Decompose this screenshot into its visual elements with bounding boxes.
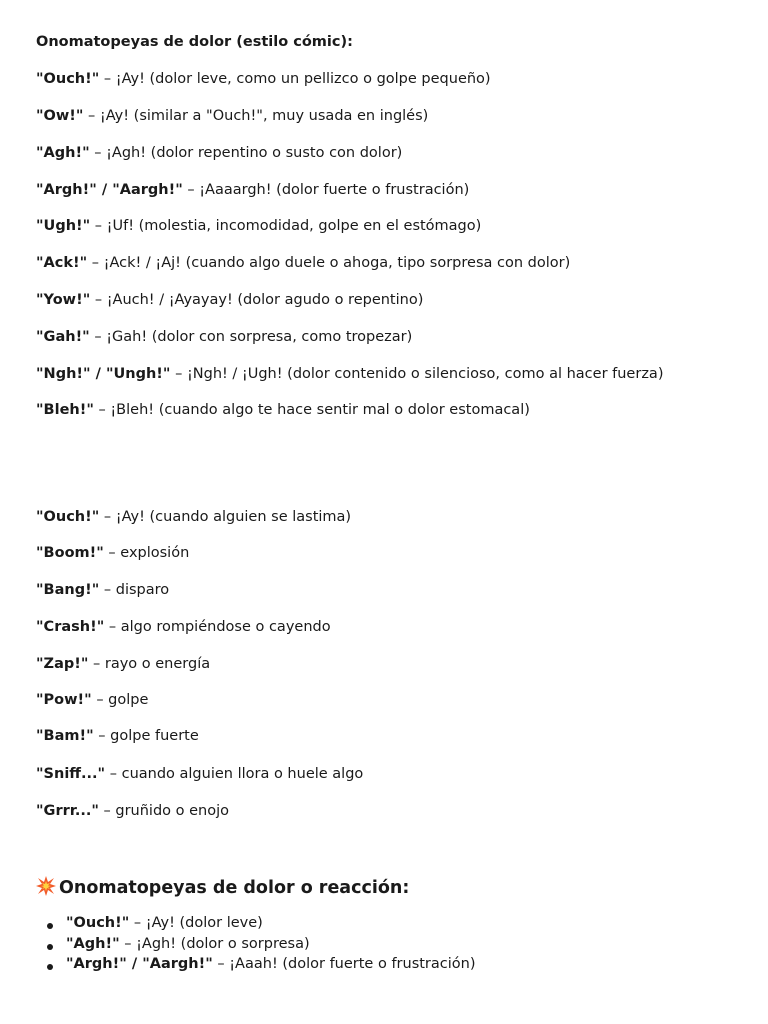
bullet-dot (47, 964, 53, 970)
onomatopoeia-term: "Argh!" / "Aargh!" (66, 956, 213, 972)
onomatopoeia-term: "Grrr..." (36, 803, 99, 819)
onomatopoeia-term: "Ow!" (36, 108, 84, 124)
onomatopoeia-description: – ¡Aaah! (dolor fuerte o frustración) (212, 956, 476, 972)
list2-item (36, 545, 189, 561)
list2-item (36, 728, 199, 744)
onomatopoeia-term: "Boom!" (36, 545, 104, 561)
onomatopoeia-term: "Ouch!" (36, 509, 100, 525)
onomatopoeia-term: "Bleh!" (36, 402, 94, 418)
onomatopoeia-description: – ¡Uf! (molestia, incomodidad, golpe en el estómago) (90, 218, 482, 234)
list2-item (36, 766, 363, 782)
bullet-item (66, 915, 263, 931)
onomatopoeia-description: – gruñido o enojo (98, 803, 230, 819)
onomatopoeia-term: "Crash!" (36, 619, 105, 635)
onomatopoeia-term: "Pow!" (36, 692, 92, 708)
onomatopoeia-term: "Ack!" (36, 255, 88, 271)
list1-item (36, 218, 481, 234)
section-heading-pain-comic: Onomatopeyas de dolor (estilo cómic): (36, 34, 353, 50)
list1-item (36, 366, 663, 382)
onomatopoeia-description: – ¡Bleh! (cuando algo te hace sentir mal o dolor estomacal) (93, 402, 530, 418)
bullet-dot (47, 944, 53, 950)
onomatopoeia-description: – golpe fuerte (93, 728, 199, 744)
list1-item (36, 255, 570, 271)
list1-item (36, 108, 428, 124)
list1-item (36, 329, 412, 345)
onomatopoeia-term: "Ouch!" (66, 915, 130, 931)
list2-item (36, 619, 331, 635)
onomatopoeia-term: "Ugh!" (36, 218, 91, 234)
list2-item (36, 692, 148, 708)
list1-item (36, 402, 530, 418)
list1-item (36, 182, 469, 198)
onomatopoeia-description: – ¡Ay! (dolor leve, como un pellizco o golpe pequeño) (99, 71, 491, 87)
bullet-item (66, 936, 310, 952)
onomatopoeia-description: – ¡Ay! (similar a "Ouch!", muy usada en inglés) (83, 108, 429, 124)
onomatopoeia-description: – ¡Aaaargh! (dolor fuerte o frustración) (182, 182, 470, 198)
list1-item (36, 292, 423, 308)
onomatopoeia-term: "Bang!" (36, 582, 100, 598)
onomatopoeia-description: – explosión (103, 545, 190, 561)
list2-item (36, 582, 169, 598)
onomatopoeia-description: – ¡Ngh! / ¡Ugh! (dolor contenido o silencioso, como al hacer fuerza) (170, 366, 664, 382)
list2-item (36, 656, 210, 672)
onomatopoeia-term: "Gah!" (36, 329, 90, 345)
onomatopoeia-term: "Yow!" (36, 292, 91, 308)
heading-text: Onomatopeyas de dolor o reacción: (59, 878, 410, 898)
list2-item (36, 803, 229, 819)
onomatopoeia-term: "Argh!" / "Aargh!" (36, 182, 183, 198)
onomatopoeia-term: "Bam!" (36, 728, 94, 744)
bullet-item (66, 956, 476, 972)
onomatopoeia-description: – ¡Agh! (dolor o sorpresa) (119, 936, 310, 952)
bullet-dot (47, 923, 53, 929)
onomatopoeia-description: – cuando alguien llora o huele algo (105, 766, 364, 782)
onomatopoeia-description: – algo rompiéndose o cayendo (104, 619, 331, 635)
onomatopoeia-description: – ¡Ack! / ¡Aj! (cuando algo duele o ahoga, tipo sorpresa con dolor) (87, 255, 571, 271)
list1-item (36, 71, 491, 87)
onomatopoeia-description: – ¡Gah! (dolor con sorpresa, como tropezar) (89, 329, 413, 345)
onomatopoeia-term: "Ouch!" (36, 71, 100, 87)
list2-item (36, 509, 351, 525)
onomatopoeia-term: "Agh!" (36, 145, 90, 161)
onomatopoeia-description: – ¡Ay! (dolor leve) (129, 915, 263, 931)
onomatopoeia-description: – rayo o energía (88, 656, 211, 672)
list1-item (36, 145, 402, 161)
onomatopoeia-term: "Ngh!" / "Ungh!" (36, 366, 171, 382)
onomatopoeia-description: – golpe (91, 692, 149, 708)
collision-burst-icon (36, 876, 56, 896)
section-heading-reaction (36, 876, 409, 898)
onomatopoeia-description: – disparo (99, 582, 170, 598)
onomatopoeia-term: "Agh!" (66, 936, 120, 952)
onomatopoeia-description: – ¡Agh! (dolor repentino o susto con dolor) (89, 145, 403, 161)
onomatopoeia-term: "Sniff..." (36, 766, 106, 782)
onomatopoeia-description: – ¡Auch! / ¡Ayayay! (dolor agudo o repentino) (90, 292, 424, 308)
onomatopoeia-term: "Zap!" (36, 656, 89, 672)
onomatopoeia-description: – ¡Ay! (cuando alguien se lastima) (99, 509, 352, 525)
